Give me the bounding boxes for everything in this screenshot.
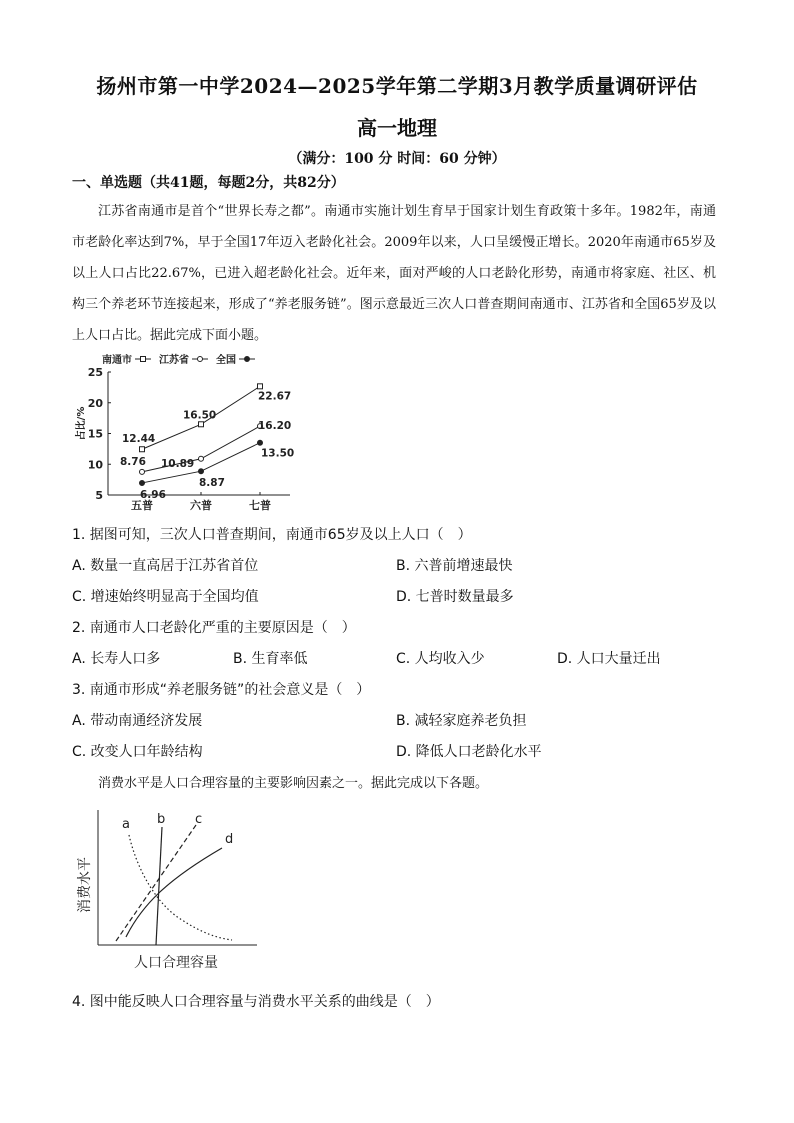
curve-b-label: b — [157, 812, 166, 827]
chart-y-label: 占比/% — [76, 406, 87, 441]
y-tick-label: 5 — [95, 489, 103, 502]
q3-option-a[interactable]: A. 带动南通经济发展 — [72, 713, 203, 729]
x-tick-label: 六普 — [190, 499, 212, 512]
curve-c-label: c — [195, 812, 203, 827]
data-point — [199, 422, 204, 427]
q3-option-d[interactable]: D. 降低人口老龄化水平 — [396, 744, 542, 760]
score-time: （满分：100 分 时间：60 分钟） — [288, 151, 506, 167]
q1-option-a[interactable]: A. 数量一直高居于江苏省首位 — [72, 558, 259, 574]
legend-marker — [198, 357, 203, 362]
data-label: 6.96 — [140, 488, 166, 501]
q2-option-c[interactable]: C. 人均收入少 — [396, 651, 485, 667]
q1-option-d[interactable]: D. 七普时数量最多 — [396, 589, 514, 605]
data-point — [199, 456, 204, 461]
curve-b — [156, 827, 162, 945]
data-point — [140, 469, 145, 474]
curve-c — [116, 825, 196, 941]
data-point — [140, 447, 145, 452]
q1-option-b[interactable]: B. 六普前增速最快 — [396, 558, 513, 574]
legend-marker — [245, 357, 250, 362]
data-label: 12.44 — [122, 433, 156, 446]
legend-label: 全国 — [216, 355, 236, 366]
question-4-stem: 4. 图中能反映人口合理容量与消费水平关系的曲线是（ ） — [72, 994, 440, 1010]
material-paragraph-1: 江苏省南通市是首个“世界长寿之都”。南通市实施计划生育早于国家计划生育政策十多年。1982年，南通市老龄化率达到7%，早于全国17年迈入老龄化社会。2009年以来，人口呈缓慢正增长。2020年南通市65岁及以上人口占比22.67%，已进入超老龄化社会。近年来，面对严峻的人口老龄化形势，南通市将家庭、社区、机构三个养老环节连接起来，形成了“养老服务链”。图示意最近三次人口普查期间南通市、江苏省和全国65岁及以上人口占比。据此完成下面小题。 — [72, 204, 716, 343]
question-1-stem: 1. 据图可知，三次人口普查期间，南通市65岁及以上人口（ ） — [72, 527, 472, 543]
y-tick-label: 25 — [87, 366, 103, 379]
q2-option-d[interactable]: D. 人口大量迁出 — [557, 651, 661, 667]
y-tick-label: 20 — [87, 396, 103, 410]
q2-option-a[interactable]: A. 长寿人口多 — [72, 651, 161, 667]
exam-title: 扬州市第一中学2024—2025学年第二学期3月教学质量调研评估 — [96, 74, 698, 98]
data-label: 13.50 — [261, 447, 295, 460]
q1-option-c[interactable]: C. 增速始终明显高于全国均值 — [72, 589, 259, 605]
data-point — [199, 469, 204, 474]
data-label: 8.87 — [199, 477, 225, 490]
x-tick-label: 七普 — [249, 499, 271, 512]
material-paragraph-2: 消费水平是人口合理容量的主要影响因素之一。据此完成以下各题。 — [98, 776, 489, 791]
data-label: 8.76 — [120, 455, 146, 468]
question-2-stem: 2. 南通市人口老龄化严重的主要原因是（ ） — [72, 620, 356, 636]
diagram-x-label: 人口合理容量 — [134, 955, 218, 971]
legend-label: 江苏省 — [159, 355, 189, 366]
subject-title: 高一地理 — [357, 116, 437, 140]
legend-marker — [141, 357, 146, 362]
data-point — [258, 440, 263, 445]
data-label: 16.50 — [183, 409, 217, 422]
section-heading: 一、单选题（共41题，每题2分，共82分） — [72, 175, 345, 191]
data-point — [140, 480, 145, 485]
curve-d-label: d — [225, 832, 234, 847]
legend-label: 南通市 — [102, 355, 132, 366]
y-tick-label: 15 — [87, 427, 103, 441]
question-3-stem: 3. 南通市形成“养老服务链”的社会意义是（ ） — [72, 682, 371, 698]
q3-option-c[interactable]: C. 改变人口年龄结构 — [72, 744, 203, 760]
data-label: 22.67 — [258, 390, 292, 403]
data-label: 16.20 — [258, 420, 292, 433]
curve-a-label: a — [122, 817, 130, 832]
q2-option-b[interactable]: B. 生育率低 — [233, 651, 308, 667]
series-line-1 — [142, 426, 260, 472]
x-tick-label: 五普 — [131, 499, 153, 512]
curve-d — [126, 848, 222, 937]
q3-option-b[interactable]: B. 减轻家庭养老负担 — [396, 713, 527, 729]
y-tick-label: 10 — [87, 458, 103, 472]
data-point — [258, 384, 263, 389]
diagram-y-label: 消费水平 — [77, 857, 93, 913]
data-label: 10.89 — [161, 457, 195, 470]
consumption-capacity-diagram — [72, 805, 272, 975]
population-aging-chart — [72, 350, 302, 515]
